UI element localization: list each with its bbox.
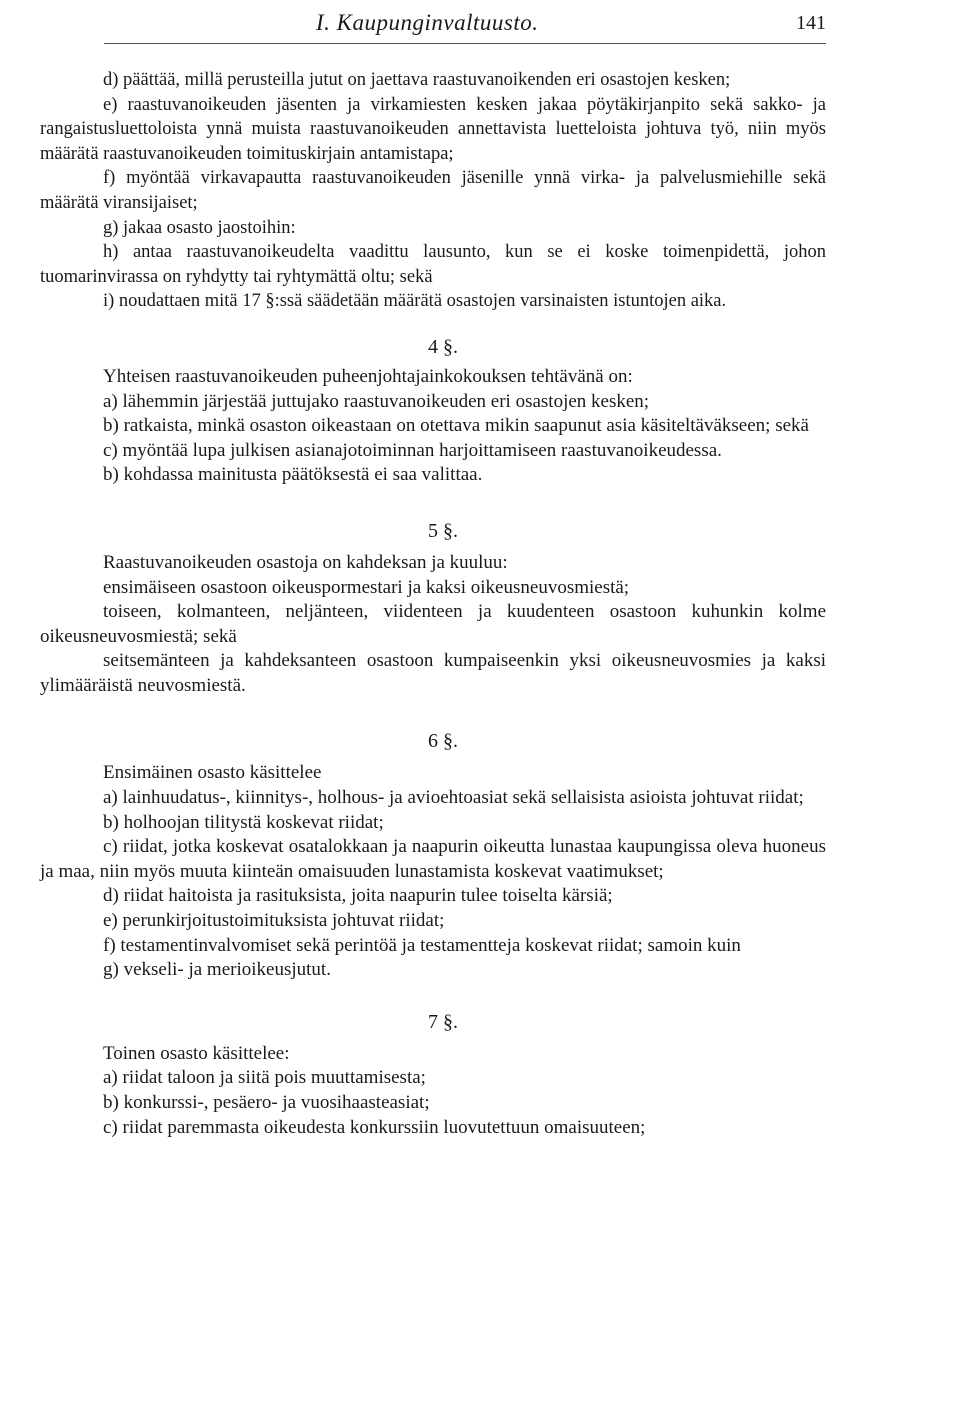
section-3-continuation [40,68,826,314]
page-body [40,68,826,1140]
section-heading-4: 4 §. [428,335,458,358]
section-paragraph: Ensimäinen osasto käsittelee [103,762,322,784]
list-item: i) noudattaen mitä 17 §:ssä säädetään määrätä osastojen varsinaisten istuntojen aika. [103,291,727,312]
section-5 [40,551,826,699]
list-item: b) holhoojan tilitystä koskevat riidat; [103,811,384,833]
list-item: a) lähemmin järjestää juttujako raastuvanoikeuden eri osastojen kesken; [103,390,650,412]
list-item: h) antaa raastuvanoikeudelta vaadittu lausunto, kun se ei koske toimenpidettä, johon tuomarinvirassa on ryhdytty tai ryhtymättä oltu; sekä [40,242,826,287]
header-rule [104,43,826,44]
section-heading-5: 5 §. [428,519,458,542]
list-item: f) myöntää virkavapautta raastuvanoikeuden jäsenille ynnä virka- ja palvelusmiehille sekä määrätä viransijaiset; [40,168,826,213]
section-heading-7: 7 §. [428,1010,458,1033]
list-item: seitsemänteen ja kahdeksanteen osastoon kumpaiseenkin yksi oikeusneuvosmies ja kaksi ylimääräistä neuvosmiestä. [40,650,826,696]
running-header [104,10,826,44]
list-item: d) riidat haitoista ja rasituksista, joita naapurin tulee toiselta kärsiä; [103,885,613,907]
list-item: e) perunkirjoitustoimituksista johtuvat riidat; [103,910,445,932]
list-item: f) testamentinvalvomiset sekä perintöä ja testamentteja koskevat riidat; samoin kuin [103,934,741,956]
section-7 [40,1042,826,1140]
list-item: e) raastuvanoikeuden jäsenten ja virkamiesten kesken jakaa pöytäkirjanpito sekä sakko- ja rangaistusluettoloista ynnä muista raastuvanoikeuden annettavista luetteloista johtuva työ, niin myös määrätä raastuvanoikeuden toimituskirjain antamistapa; [40,94,826,164]
section-4 [40,365,826,488]
page-number: 141 [796,12,826,34]
list-item: c) myöntää lupa julkisen asianajotoiminnan harjoittamiseen raastuvanoikeudessa. [103,439,722,461]
list-item: c) riidat, jotka koskevat osatalokkaan ja naapurin oikeutta lunastaa kaupungissa oleva huoneus ja maa, niin myös muuta kiinteän omaisuuden lunastamista koskevat vaatimukset; [40,836,826,882]
section-paragraph: Yhteisen raastuvanoikeuden puheenjohtajainkokouksen tehtävänä on: [103,365,633,387]
list-item: d) päättää, millä perusteilla jutut on jaettava raastuvanoikenden eri osastojen kesken; [103,70,731,90]
section-heading-6: 6 §. [428,730,458,753]
running-header-title: I. Kaupunginvaltuusto. [316,10,539,35]
list-item: g) jakaa osasto jaostoihin: [103,217,296,238]
list-item: b) konkurssi-, pesäero- ja vuosihaasteasiat; [103,1092,430,1113]
list-item: g) vekseli- ja merioikeusjutut. [103,959,331,981]
section-paragraph: b) kohdassa mainitusta päätöksestä ei saa valittaa. [103,464,483,486]
list-item: b) ratkaista, minkä osaston oikeastaan on otettava mikin saapunut asia käsiteltäväkseen; sekä [103,415,809,437]
section-6 [40,761,826,982]
list-item: toiseen, kolmanteen, neljänteen, viidenteen ja kuudenteen osastoon kuhunkin kolme oikeusneuvosmiestä; sekä [40,601,826,647]
list-item: ensimäiseen osastoon oikeuspormestari ja kaksi oikeusneuvosmiestä; [103,576,630,598]
list-item: c) riidat paremmasta oikeudesta konkurssiin luovutettuun omaisuuteen; [103,1116,646,1138]
list-item: a) lainhuudatus-, kiinnitys-, holhous- ja avioehtoasiat sekä sellaisista asioista johtuvat riidat; [103,787,804,809]
section-paragraph: Toinen osasto käsittelee: [103,1042,290,1064]
section-paragraph: Raastuvanoikeuden osastoja on kahdeksan ja kuuluu: [103,551,508,573]
list-item: a) riidat taloon ja siitä pois muuttamisesta; [103,1067,426,1089]
